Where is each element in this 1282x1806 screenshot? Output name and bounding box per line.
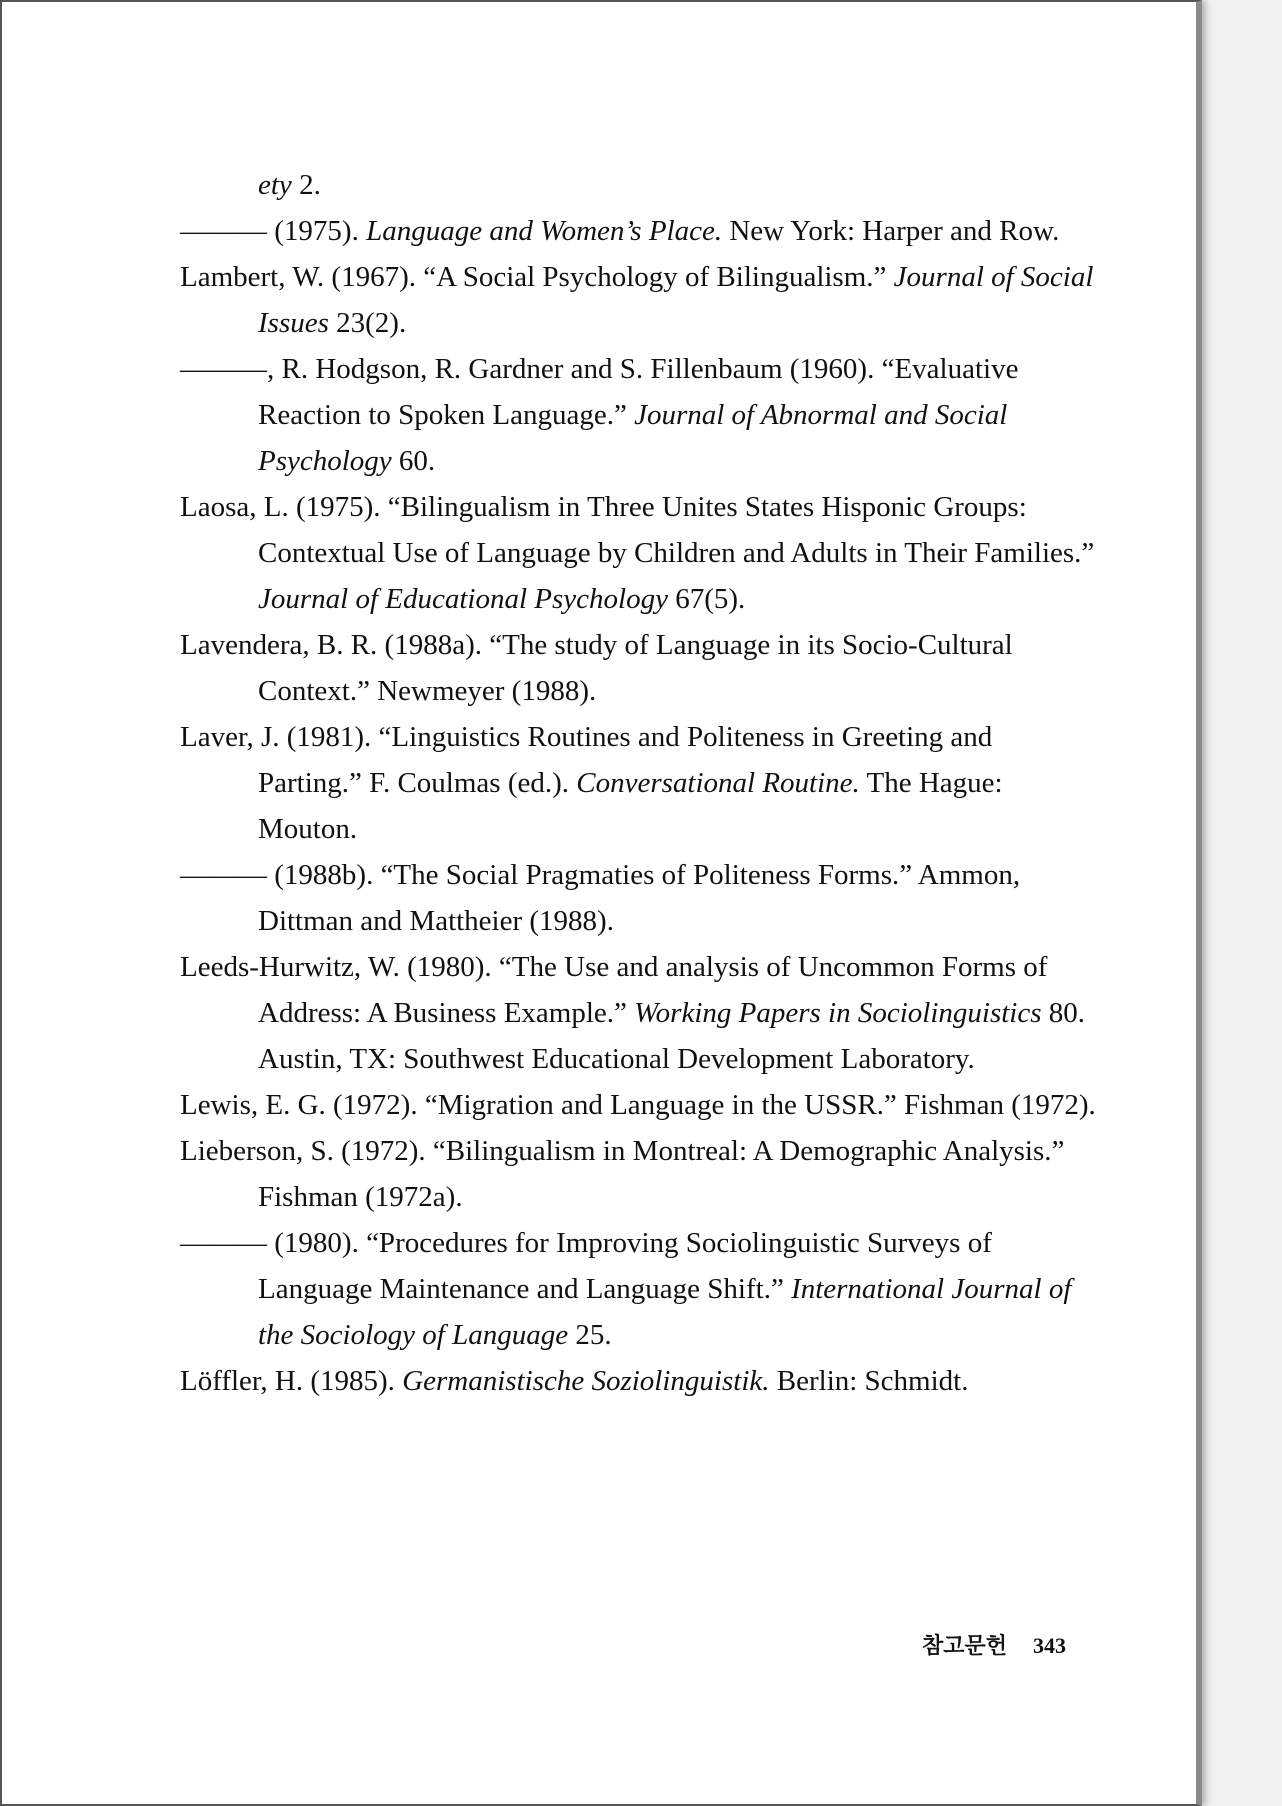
reference-text: Löffler, H. (1985). [180,1365,403,1397]
reference-text: 23(2). [328,307,407,339]
reference-text: Lieberson, S. (1972). “Bilingualism in Montreal: A Demographic Analysis.” Fishman (1972a). [180,1135,1065,1213]
page-number: 343 [1033,1633,1066,1658]
reference-entry [180,852,1100,944]
reference-text: ——— (1975). [180,215,367,247]
reference-entry [180,208,1100,254]
reference-entry [180,1082,1100,1128]
reference-title: ety [258,169,292,201]
reference-text: New York: Harper and Row. [722,215,1060,247]
reference-entry [180,622,1100,714]
reference-text: 25. [568,1319,612,1351]
reference-title: Conversational Routine. [576,767,860,799]
reference-text: Laver, J. (1981). “Linguistics Routines and Politeness in Greeting and Parting.” F. Coulmas (ed.). [180,721,993,799]
reference-text: The Hague: Mouton. [258,767,1003,845]
page-footer [922,1629,1066,1660]
reference-title: Journal of Educational Psychology [258,583,668,615]
reference-entry [180,346,1100,484]
reference-entry [180,254,1100,346]
reference-text: Lewis, E. G. (1972). “Migration and Language in the USSR.” Fishman (1972). [180,1089,1096,1121]
reference-text: 67(5). [667,583,746,615]
reference-text: ———, R. Hodgson, R. Gardner and S. Fillenbaum (1960). “Evaluative Reaction to Spoken Language.” [180,353,1019,431]
reference-entry [180,714,1100,852]
reference-text: 80. Austin, TX: Southwest Educational Development Laboratory. [258,997,1086,1075]
reference-text: Lavendera, B. R. (1988a). “The study of Language in its Socio-Cultural Context.” Newmeyer (1988). [180,629,1013,707]
reference-entry [180,162,1100,208]
reference-title: Journal of Social Issues [258,261,1094,339]
reference-text: 60. [391,445,436,477]
reference-entry [180,944,1100,1082]
reference-title: Germanistische Soziolinguistik. [402,1365,770,1397]
reference-text: ——— (1988b). “The Social Pragmaties of Politeness Forms.” Ammon, Dittman and Mattheier (1988). [180,859,1021,937]
reference-entry [180,1128,1100,1220]
reference-title: International Journal of the Sociology of Language [258,1273,1072,1351]
reference-title: Journal of Abnormal and Social Psychology [258,399,1008,477]
reference-text: Lambert, W. (1967). “A Social Psychology of Bilingualism.” [180,261,894,293]
reference-list [180,162,1100,1404]
reference-title: Language and Women’s Place. [366,215,723,247]
reference-entry [180,1358,1100,1404]
reference-entry [180,484,1100,622]
reference-title: Working Papers in Sociolinguistics [634,997,1042,1029]
reference-text: Laosa, L. (1975). “Bilingualism in Three Unites States Hisponic Groups: Contextual Use of Language by Children and Adults in Their Families.” [180,491,1095,569]
reference-text: Leeds-Hurwitz, W. (1980). “The Use and analysis of Uncommon Forms of Address: A Business Example.” [180,951,1048,1029]
reference-text: Berlin: Schmidt. [769,1365,969,1397]
reference-text: ——— (1980). “Procedures for Improving Sociolinguistic Surveys of Language Maintenance and Language Shift.” [180,1227,992,1305]
reference-entry [180,1220,1100,1358]
reference-text: 2. [291,169,321,201]
footer-section-title: 참고문헌 [921,1634,1007,1659]
